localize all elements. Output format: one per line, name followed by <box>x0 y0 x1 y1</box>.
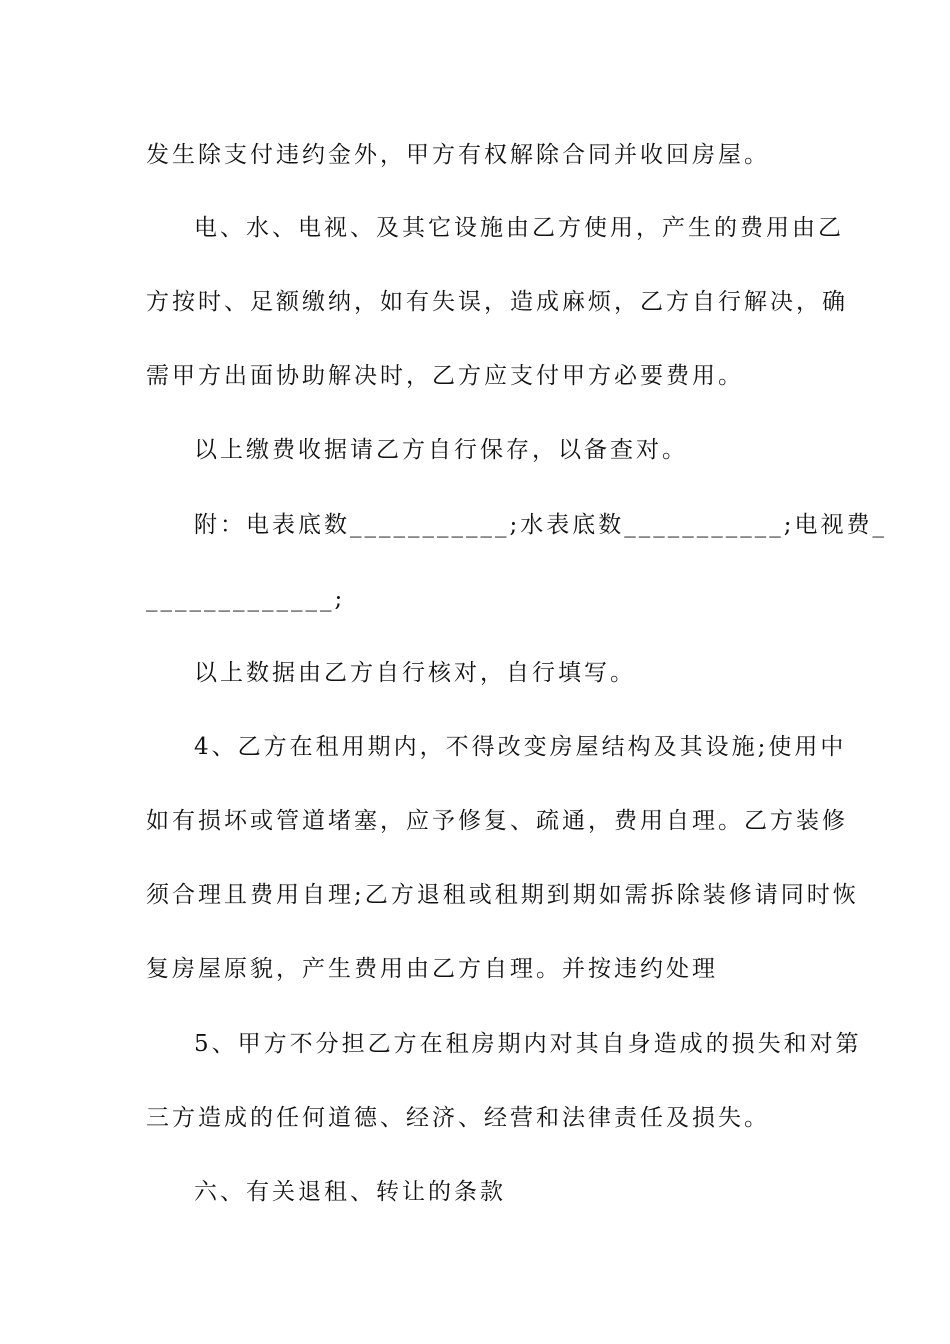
text-line: 六、有关退租、转让的条款 <box>194 1179 506 1205</box>
text-line: 如有损坏或管道堵塞，应予修复、疏通，费用自理。乙方装修 <box>146 808 848 834</box>
text-line: 须合理且费用自理;乙方退租或租期到期如需拆除装修请同时恢 <box>146 882 859 908</box>
text-line: _____________; <box>146 586 346 612</box>
text-line: 以上缴费收据请乙方自行保存，以备查对。 <box>194 437 688 463</box>
text-line: 附：电表底数___________;水表底数___________;电视费_ <box>194 512 887 538</box>
text-line: 电、水、电视、及其它设施由乙方使用，产生的费用由乙 <box>194 215 844 241</box>
text-line: 方按时、足额缴纳，如有失误，造成麻烦，乙方自行解决，确 <box>146 289 848 315</box>
text-line: 三方造成的任何道德、经济、经营和法律责任及损失。 <box>146 1105 770 1131</box>
text-line: 复房屋原貌，产生费用由乙方自理。并按违约处理 <box>146 956 718 982</box>
text-line: 4、乙方在租用期内，不得改变房屋结构及其设施;使用中 <box>194 734 847 760</box>
text-line: 5、甲方不分担乙方在租房期内对其自身造成的损失和对第 <box>194 1031 862 1057</box>
text-line: 发生除支付违约金外，甲方有权解除合同并收回房屋。 <box>146 142 770 168</box>
text-line: 以上数据由乙方自行核对，自行填写。 <box>194 660 636 686</box>
text-line: 需甲方出面协助解决时，乙方应支付甲方必要费用。 <box>146 363 744 389</box>
